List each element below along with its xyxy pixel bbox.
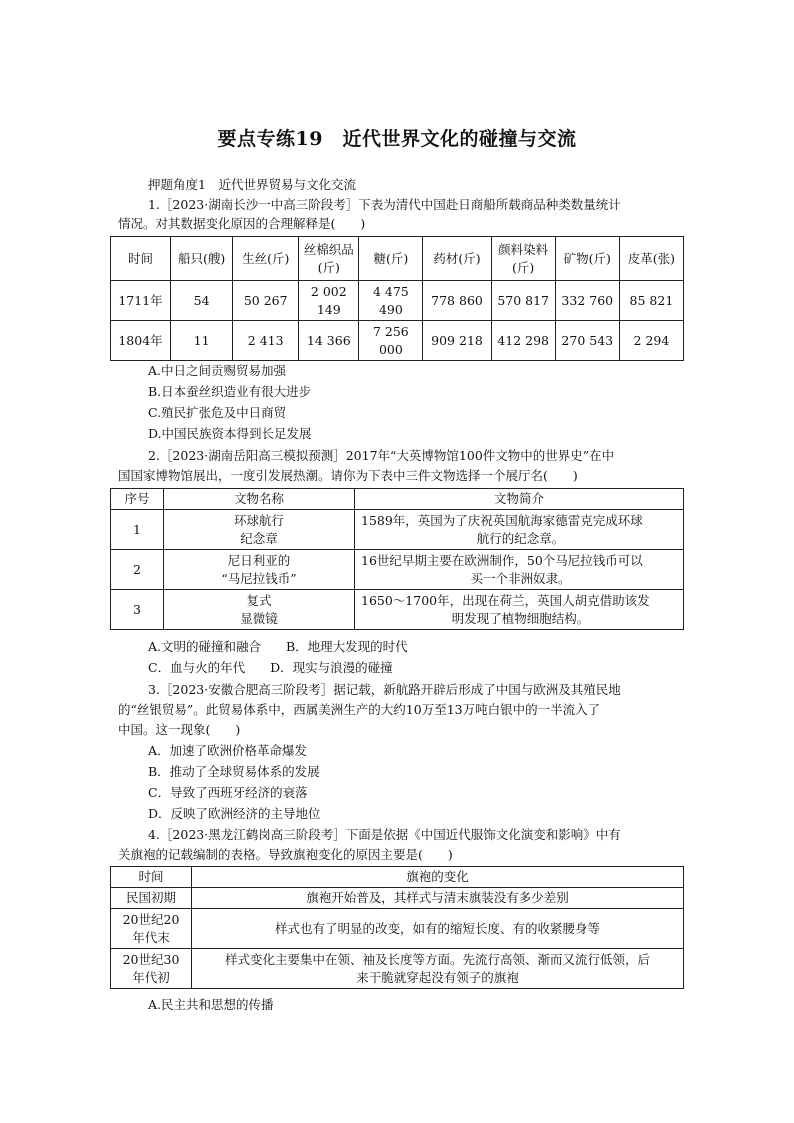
table-header: 糖(斤) — [359, 237, 423, 281]
table-row — [111, 550, 684, 590]
table-header: 皮革(张) — [619, 237, 683, 281]
q4-stem-line1: 4.［2023·黑龙江鹤岗高三阶段考］下面是依据《中国近代服饰文化演变和影响》中有 — [148, 827, 621, 842]
q3-option-a: A．加速了欧洲价格革命爆发 — [148, 743, 308, 758]
table-cell — [355, 510, 684, 550]
table-cell: 7 256 000 — [359, 321, 423, 361]
cell-line: “马尼拉钱币” — [221, 570, 297, 586]
table-cell: 412 298 — [491, 321, 555, 361]
q2-stem-line2: 国国家博物馆展出，一度引发展热潮。请你为下表中三件文物选择一个展厅名( ) — [118, 468, 578, 483]
table-cell: 11 — [171, 321, 233, 361]
table-cell: 50 267 — [233, 281, 299, 321]
table-header: 矿物(斤) — [555, 237, 619, 281]
table-row — [111, 321, 684, 361]
q4-option-a: A.民主共和思想的传播 — [148, 997, 274, 1012]
section-heading: 押题角度1 近代世界贸易与文化交流 — [148, 177, 356, 192]
table-header: 颜料染料(斤) — [491, 237, 555, 281]
q4-table — [110, 866, 684, 989]
q1-option-d: D.中国民族资本得到长足发展 — [148, 426, 312, 441]
table-cell: 民国初期 — [111, 888, 192, 909]
cell-line: 20世纪20 — [122, 911, 180, 927]
table-cell: 570 817 — [491, 281, 555, 321]
table-cell: 2 — [111, 550, 164, 590]
table-header: 文物名称 — [164, 489, 355, 510]
q3-option-d: D．反映了欧洲经济的主导地位 — [148, 806, 321, 821]
q1-option-c: C.殖民扩张危及中日商贸 — [148, 405, 287, 420]
table-cell: 1804年 — [111, 321, 171, 361]
table-cell: 2 294 — [619, 321, 683, 361]
table-cell — [111, 949, 192, 989]
table-cell: 2 002 149 — [299, 281, 359, 321]
cell-line: 买一个非洲奴隶。 — [470, 570, 571, 586]
table-row — [111, 949, 684, 989]
cell-line: 1589年，英国为了庆祝英国航海家德雷克完成环球 — [361, 512, 643, 528]
table-cell — [355, 590, 684, 630]
table-header: 生丝(斤) — [233, 237, 299, 281]
cell-line: 20世纪30 — [122, 951, 180, 967]
cell-line: 环球航行 — [233, 512, 284, 528]
cell-line: 年代末 — [132, 929, 170, 945]
q3-stem-line2: 的“丝银贸易”。此贸易体系中，西属美洲生产的大约10万至13万吨白银中的一半流入了 — [118, 702, 601, 717]
q1-option-a: A.中日之间贡赐贸易加强 — [148, 363, 287, 378]
table-cell: 14 366 — [299, 321, 359, 361]
q3-option-c: C．导致了西班牙经济的衰落 — [148, 785, 308, 800]
page-title: 要点专练19 近代世界文化的碰撞与交流 — [217, 128, 577, 150]
cell-line: 纪念章 — [240, 530, 278, 546]
q2-options-line2: C．血与火的年代 D．现实与浪漫的碰撞 — [148, 660, 393, 675]
table-cell: 778 860 — [423, 281, 491, 321]
q1-table — [110, 236, 684, 361]
cell-line: 显微镜 — [240, 610, 278, 626]
table-cell — [111, 909, 192, 949]
table-row — [111, 909, 684, 949]
table-header: 时间 — [111, 237, 171, 281]
table-header: 时间 — [111, 867, 192, 888]
table-cell — [164, 550, 355, 590]
q3-option-b: B．推动了全球贸易体系的发展 — [148, 764, 320, 779]
table-header: 文物简介 — [355, 489, 684, 510]
q2-table — [110, 488, 684, 630]
table-cell — [355, 550, 684, 590]
table-cell: 1711年 — [111, 281, 171, 321]
q4-stem-line2: 关旗袍的记载编制的表格。导致旗袍变化的原因主要是( ) — [118, 847, 453, 862]
table-row — [111, 590, 684, 630]
table-cell — [164, 590, 355, 630]
cell-line: 明发现了植物细胞结构。 — [451, 610, 590, 626]
q2-stem-line1: 2.［2023·湖南岳阳高三模拟预测］2017年“大英博物馆100件文物中的世界史”在中 — [148, 448, 615, 463]
header-text: 丝棉织品(斤) — [303, 241, 354, 275]
table-row — [111, 888, 684, 909]
cell-line: 来干脆就穿起没有领子的旗袍 — [356, 969, 519, 985]
q1-option-b: B.日本蚕丝织造业有很大进步 — [148, 384, 312, 399]
table-row — [111, 281, 684, 321]
cell-line: 1650～1700年，出现在荷兰，英国人胡克借助该发 — [361, 592, 650, 608]
q2-options-line1: A.文明的碰撞和融合 B．地理大发现的时代 — [148, 639, 408, 654]
cell-line: 样式变化主要集中在领、袖及长度等方面。先流行高领、渐而又流行低领，后 — [224, 951, 650, 967]
table-row — [111, 510, 684, 550]
table-header — [299, 237, 359, 281]
table-cell: 270 543 — [555, 321, 619, 361]
table-cell: 85 821 — [619, 281, 683, 321]
table-cell: 54 — [171, 281, 233, 321]
q3-stem-line1: 3.［2023·安徽合肥高三阶段考］据记载，新航路开辟后形成了中国与欧洲及其殖民地 — [148, 682, 621, 697]
table-header: 药材(斤) — [423, 237, 491, 281]
cell-line: 16世纪早期主要在欧洲制作，50个马尼拉钱币可以 — [361, 552, 643, 568]
table-cell: 3 — [111, 590, 164, 630]
table-cell: 样式也有了明显的改变，如有的缩短长度、有的收紧腰身等 — [192, 909, 684, 949]
table-cell: 909 218 — [423, 321, 491, 361]
table-cell — [192, 949, 684, 989]
table-cell: 2 413 — [233, 321, 299, 361]
table-cell: 旗袍开始普及，其样式与清末旗装没有多少差别 — [192, 888, 684, 909]
table-header: 序号 — [111, 489, 164, 510]
table-cell — [164, 510, 355, 550]
q1-stem-line2: 情况。对其数据变化原因的合理解释是( ) — [118, 216, 366, 231]
table-cell: 4 475 490 — [359, 281, 423, 321]
table-cell: 1 — [111, 510, 164, 550]
table-header: 旗袍的变化 — [192, 867, 684, 888]
q1-stem-line1: 1.［2023·湖南长沙一中高三阶段考］下表为清代中国赴日商船所载商品种类数量统计 — [148, 197, 621, 212]
cell-line: 复式 — [246, 592, 272, 608]
cell-line: 尼日利亚的 — [227, 552, 291, 568]
q3-stem-line3: 中国。这一现象( ) — [118, 722, 241, 737]
cell-line: 年代初 — [132, 969, 170, 985]
table-cell: 332 760 — [555, 281, 619, 321]
cell-line: 航行的纪念章。 — [476, 530, 565, 546]
table-header: 船只(艘) — [171, 237, 233, 281]
